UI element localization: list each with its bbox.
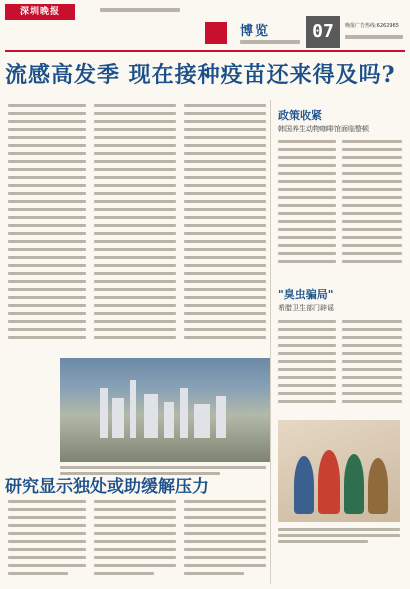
column-divider	[270, 100, 271, 584]
side-subheadline-1: 韩国养生动物咖啡馆面临整顿	[278, 125, 369, 133]
bottom-headline: 研究显示独处或助缓解压力	[5, 477, 209, 497]
side-subheadline-2: 希腊卫生部门辟谣	[278, 304, 334, 312]
masthead-date-line	[100, 8, 180, 12]
children-photo	[278, 420, 400, 522]
skyline-photo	[60, 358, 270, 462]
masthead-email	[345, 35, 403, 39]
page-number: 07	[306, 16, 340, 48]
side-headline-2: "臭虫骗局"	[278, 288, 334, 301]
main-headline: 流感高发季 现在接种疫苗还来得及吗?	[5, 62, 396, 88]
section-tile-icon	[205, 22, 227, 44]
section-name: 博览	[240, 24, 271, 39]
newspaper-logo: 深圳晚报	[5, 4, 75, 20]
section-tagline	[240, 40, 300, 44]
masthead-rule	[5, 50, 405, 52]
side-headline-1: 政策收紧	[278, 109, 322, 122]
masthead-hotline: 晚报广告热线:6262965	[345, 23, 399, 29]
